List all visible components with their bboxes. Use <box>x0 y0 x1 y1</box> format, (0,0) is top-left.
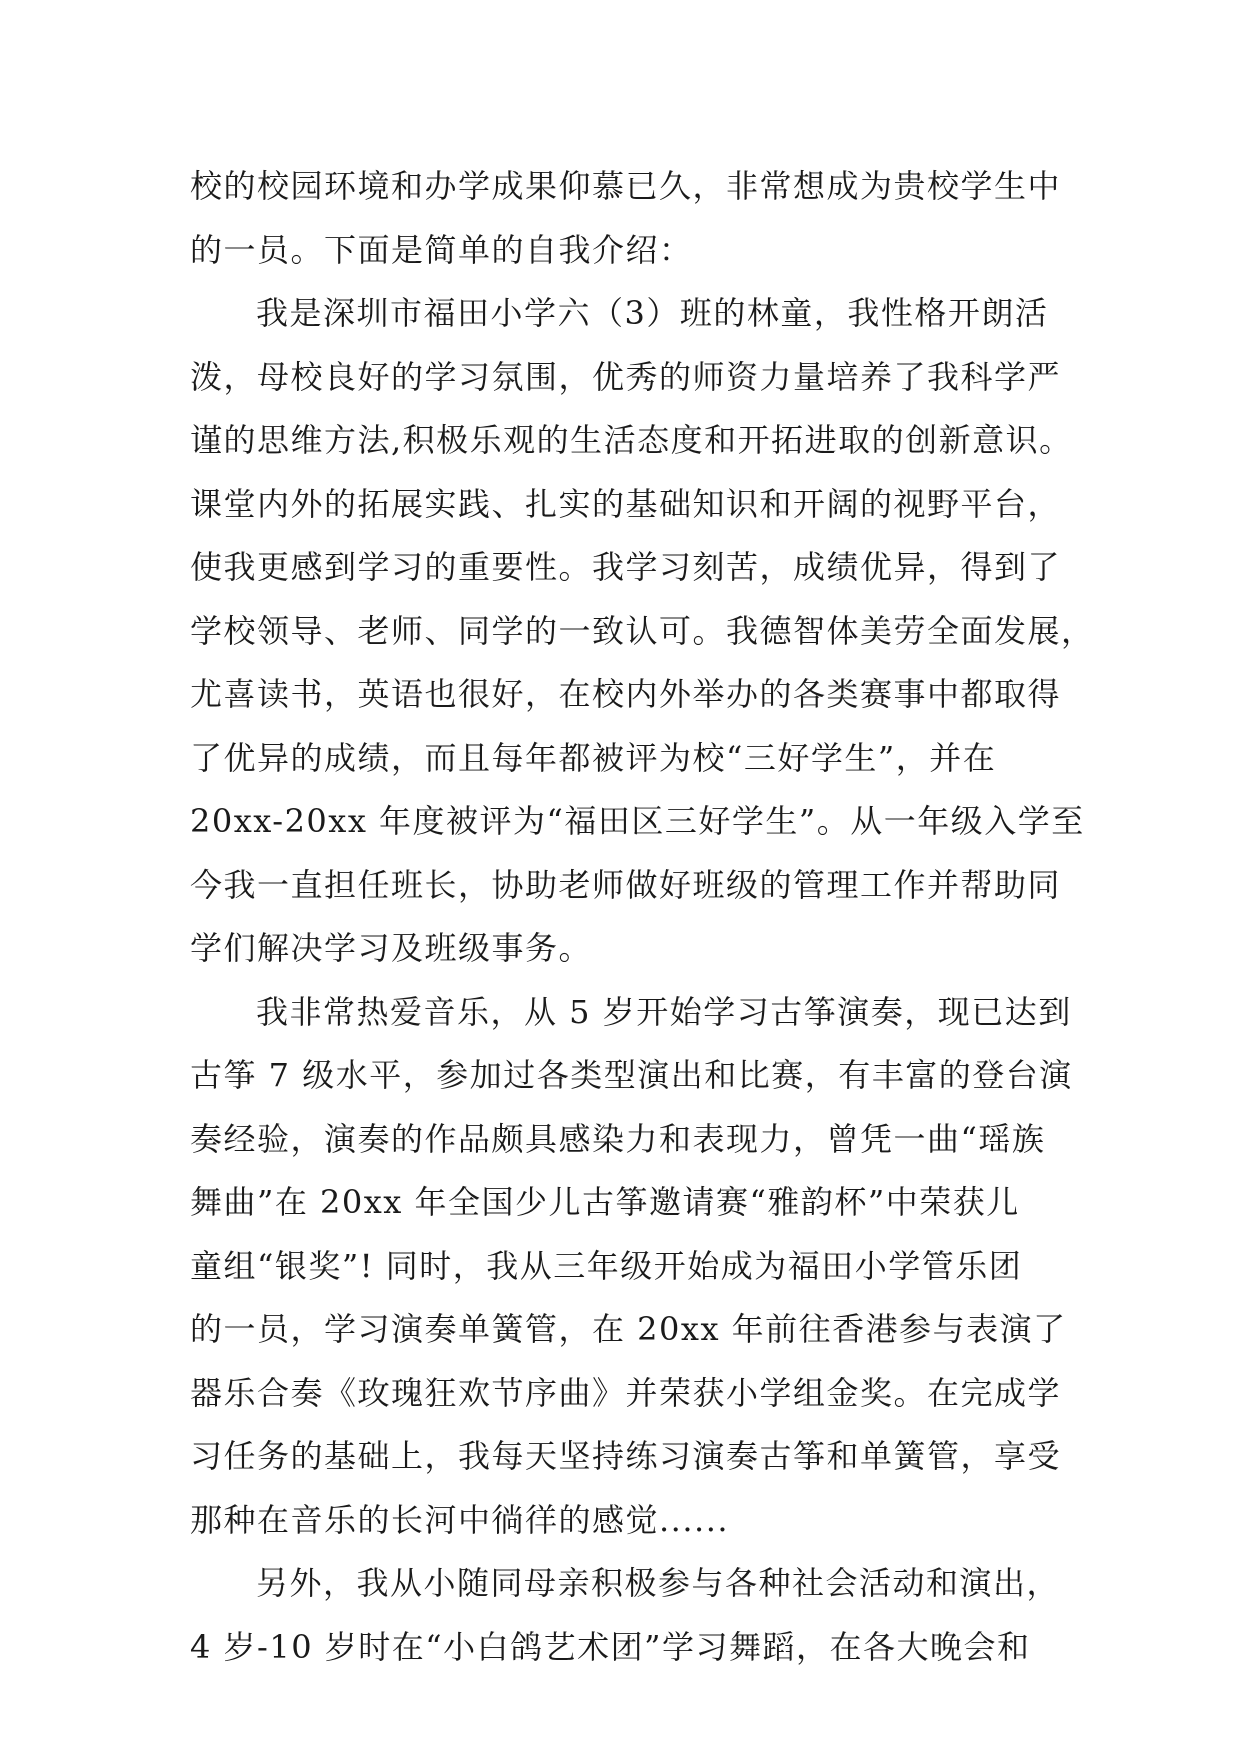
text-line: 尤喜读书，英语也很好，在校内外举办的各类赛事中都取得 <box>190 675 1062 713</box>
text-line: 20xx-20xx 年度被评为“福田区三好学生”。从一年级入学至 <box>190 802 1085 840</box>
text-line: 学们解决学习及班级事务。 <box>190 929 593 967</box>
text-line: 使我更感到学习的重要性。我学习刻苦，成绩优异，得到了 <box>190 548 1062 586</box>
text-line: 了优异的成绩，而且每年都被评为校“三好学生”，并在 <box>190 738 997 777</box>
text-line: 的一员，学习演奏单簧管，在 20xx 年前往香港参与表演了 <box>190 1310 1067 1348</box>
text-line: 奏经验，演奏的作品颇具感染力和表现力，曾凭一曲“瑶族 <box>190 1119 1046 1158</box>
text-line: 习任务的基础上，我每天坚持练习演奏古筝和单簧管，享受 <box>190 1437 1062 1475</box>
text-line: 我非常热爱音乐，从 5 岁开始学习古筝演奏，现已达到 <box>256 992 1072 1031</box>
text-line: 舞曲”在 20xx 年全国少儿古筝邀请赛“雅韵杯”中荣获儿 <box>190 1183 1020 1221</box>
text-line: 童组“银奖”! 同时，我从三年级开始成为福田小学管乐团 <box>190 1246 1023 1285</box>
text-line: 今我一直担任班长，协助老师做好班级的管理工作并帮助同 <box>190 865 1062 904</box>
text-line: 学校领导、老师、同学的一致认可。我德智体美劳全面发展， <box>190 611 1095 650</box>
text-line: 泼，母校良好的学习氛围，优秀的师资力量培养了我科学严 <box>190 357 1062 396</box>
text-line: 谨的思维方法,积极乐观的生活态度和开拓进取的创新意识。 <box>190 421 1073 459</box>
text-line: 我是深圳市福田小学六（3）班的林童，我性格开朗活 <box>256 294 1049 332</box>
text-line: 另外，我从小随同母亲积极参与各种社会活动和演出， <box>256 1564 1061 1602</box>
text-line: 古筝 7 级水平，参加过各类型演出和比赛，有丰富的登台演 <box>190 1056 1073 1094</box>
text-line: 校的校园环境和办学成果仰慕已久，非常想成为贵校学生中 <box>190 167 1062 205</box>
document-body-text <box>190 155 1095 1679</box>
text-line: 的一员。下面是简单的自我介绍： <box>190 230 693 269</box>
text-line: 课堂内外的拓展实践、扎实的基础知识和开阔的视野平台， <box>190 484 1062 523</box>
text-line: 那种在音乐的长河中徜徉的感觉...... <box>190 1500 730 1539</box>
text-line: 器乐合奏《玫瑰狂欢节序曲》并荣获小学组金奖。在完成学 <box>190 1373 1062 1412</box>
text-line: 4 岁-10 岁时在“小白鸽艺术团”学习舞蹈，在各大晚会和 <box>190 1627 1031 1666</box>
